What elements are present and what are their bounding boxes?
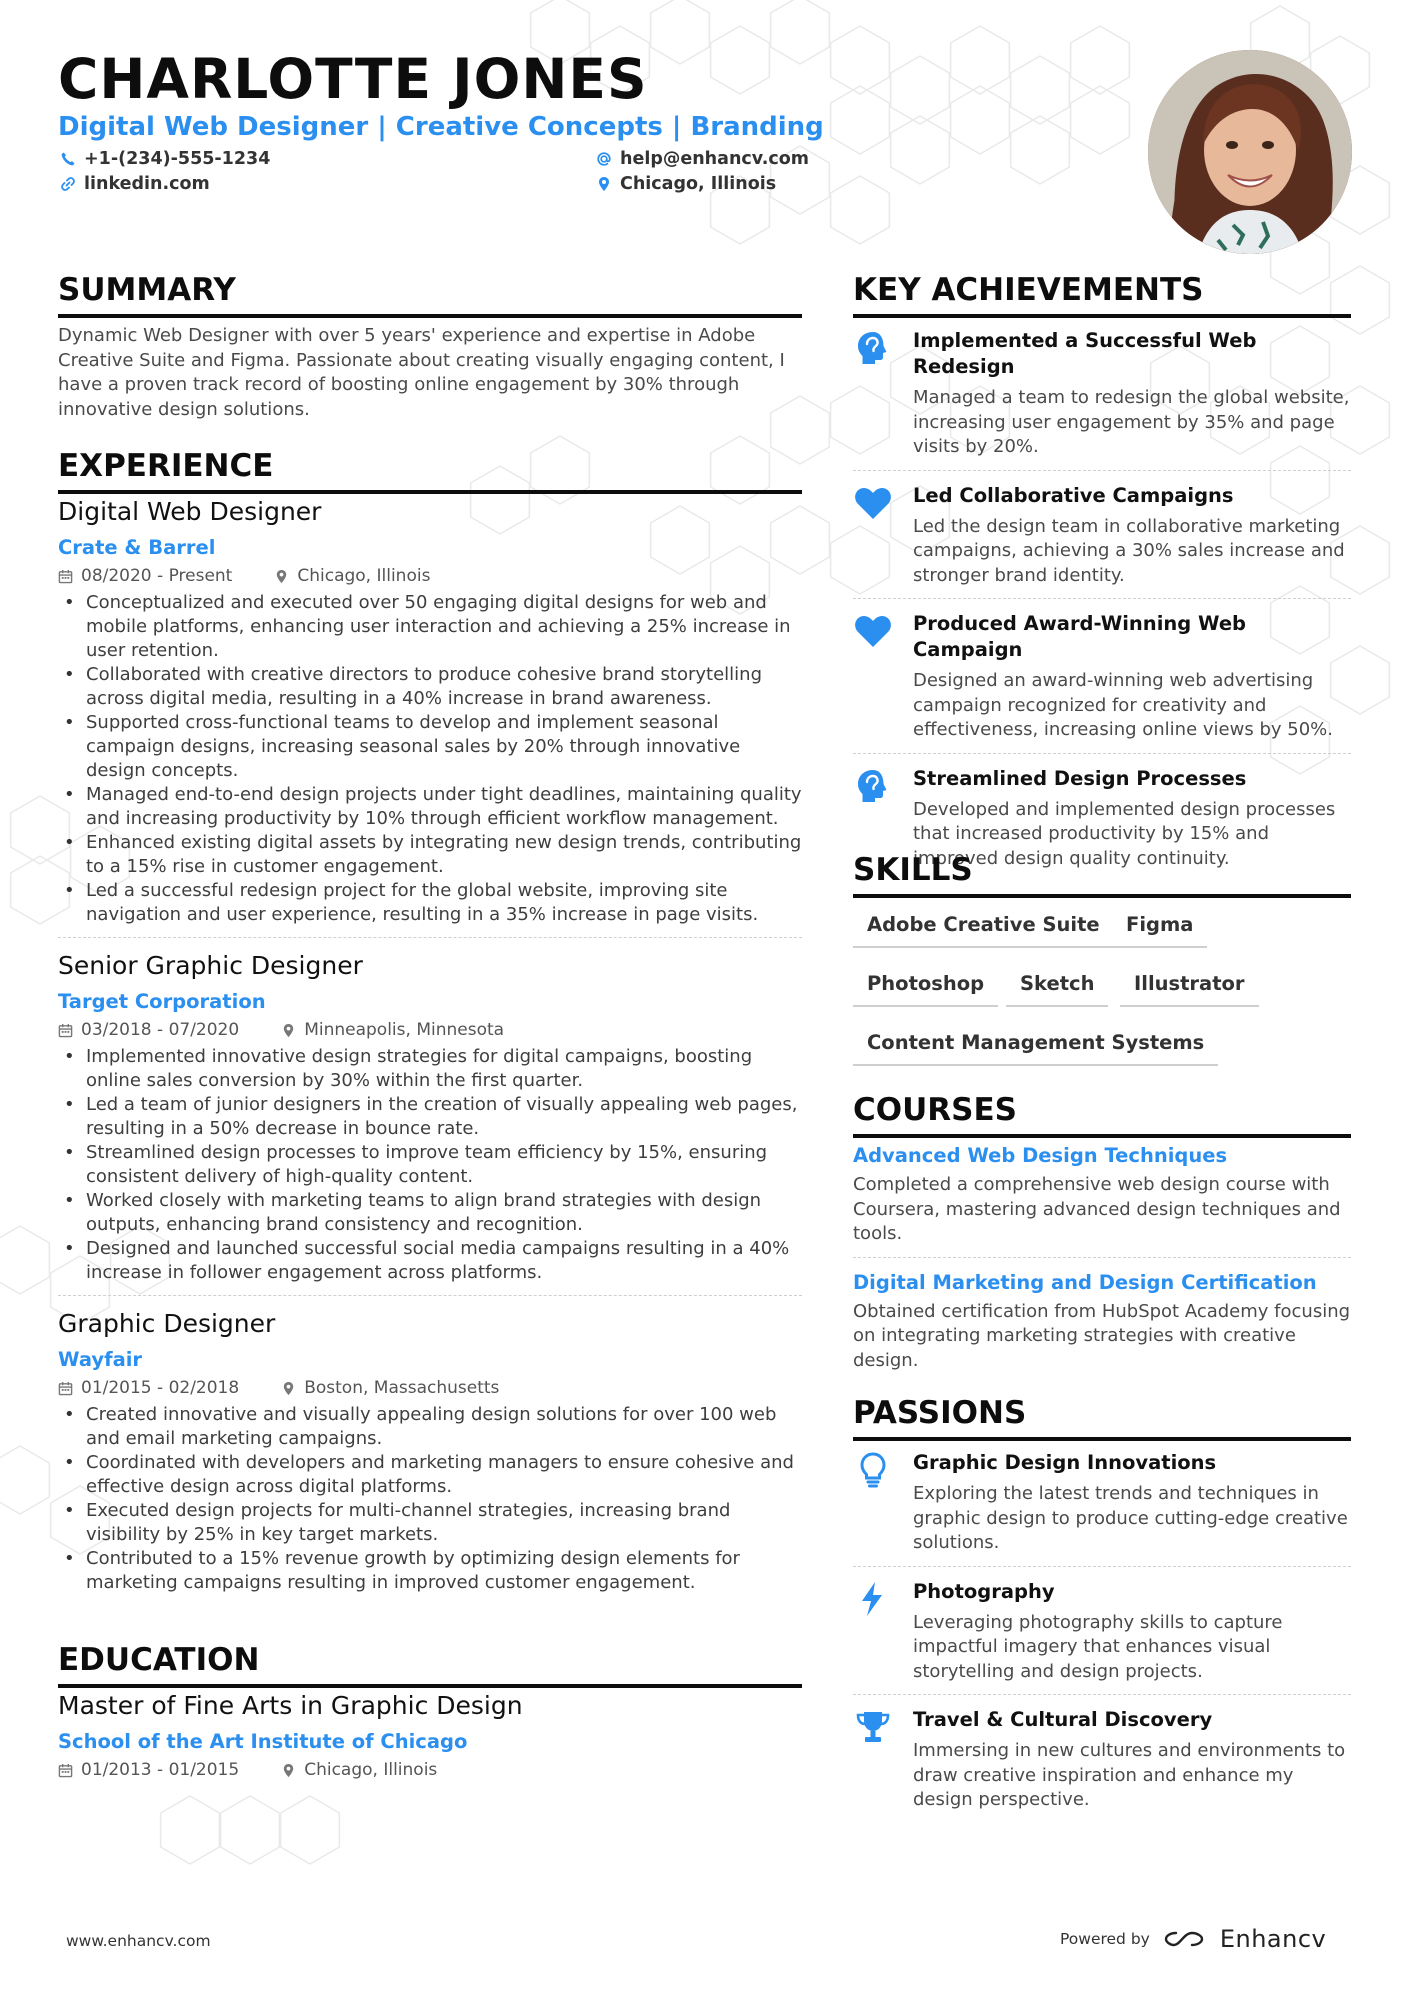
enhancv-logo-icon (1162, 1927, 1208, 1951)
job-bullet: • Worked closely with marketing teams to align brand strategies with design outputs, enhancing brand consistency and recognition. (58, 1189, 802, 1237)
calendar-icon (58, 1763, 73, 1778)
passion-item (853, 1707, 1351, 1813)
achievement-title: Led Collaborative Campaigns (913, 483, 1234, 507)
passion-desc: Exploring the latest trends and techniques in graphic design to produce cutting-edge creative solutions. (913, 1483, 1348, 1553)
job-bullet: • Streamlined design processes to improve team efficiency by 15%, ensuring consistent delivery of high-quality content. (58, 1141, 802, 1189)
achievement-desc: Developed and implemented design processes that increased productivity by 15% and improved design quality continuity. (913, 798, 1336, 869)
skills-heading: SKILLS (853, 850, 1351, 898)
passion-desc: Leveraging photography skills to capture impactful imagery that enhances visual storytelling and design projects. (913, 1611, 1283, 1682)
location-pin-icon (281, 1381, 296, 1396)
job-location: Chicago, Illinois (297, 566, 431, 586)
achievement-item (853, 611, 1351, 743)
passion-desc: Immersing in new cultures and environments to draw creative inspiration and enhance my design perspective. (913, 1740, 1346, 1810)
education-location: Chicago, Illinois (304, 1760, 438, 1780)
course-item (853, 1270, 1351, 1374)
course-title: Digital Marketing and Design Certification (853, 1270, 1317, 1294)
passion-title: Photography (913, 1579, 1055, 1603)
job-entry (58, 1308, 802, 1595)
job-role: Graphic Designer (58, 1309, 276, 1338)
job-dates: 01/2015 - 02/2018 (81, 1378, 240, 1398)
achievement-desc: Led the design team in collaborative marketing campaigns, achieving a 30% sales increase and stronger brand identity. (913, 515, 1345, 586)
divider (853, 470, 1351, 471)
calendar-icon (58, 1023, 73, 1038)
contact-location (596, 172, 776, 196)
skill-tag: Photoshop (853, 971, 998, 1007)
experience-heading: EXPERIENCE (58, 446, 802, 494)
job-location: Boston, Massachusetts (304, 1378, 500, 1398)
job-bullets (58, 1045, 802, 1285)
achievements-heading: KEY ACHIEVEMENTS (853, 270, 1351, 318)
trophy-icon (853, 1707, 893, 1747)
heart-icon (853, 483, 893, 523)
location-pin-icon (274, 569, 289, 584)
passion-title: Graphic Design Innovations (913, 1451, 1217, 1474)
head-icon (853, 766, 893, 806)
contact-phone (60, 147, 270, 171)
passions-list (853, 1450, 1351, 1813)
divider (853, 1694, 1351, 1695)
passion-item (853, 1579, 1351, 1685)
lightning-icon (853, 1579, 893, 1619)
skill-tag: Illustrator (1120, 971, 1259, 1007)
achievement-title: Implemented a Successful Web Redesign (913, 329, 1257, 378)
school: School of the Art Institute of Chicago (58, 1730, 468, 1753)
footer-powered-by (1060, 1925, 1326, 1953)
job-bullet: • Supported cross-functional teams to develop and implement seasonal campaign designs, increasing seasonal sales by 20% through innovative design concepts. (58, 711, 802, 783)
achievement-desc: Managed a team to redesign the global website, increasing user engagement by 35% and page visits by 20%. (913, 387, 1350, 457)
divider (853, 753, 1351, 754)
courses-heading: COURSES (853, 1090, 1351, 1138)
location-pin-icon (281, 1763, 296, 1778)
education-heading: EDUCATION (58, 1640, 802, 1688)
education-entry (58, 1690, 802, 1782)
contact-linkedin[interactable] (60, 172, 210, 196)
course-item (853, 1143, 1351, 1247)
divider (853, 1566, 1351, 1567)
heart-icon (853, 611, 893, 651)
brand-name: Enhancv (1219, 1925, 1327, 1953)
job-bullet: • Executed design projects for multi-channel strategies, increasing brand visibility by 25% in key target markets. (58, 1499, 802, 1547)
passion-item (853, 1450, 1351, 1556)
calendar-icon (58, 569, 73, 584)
job-meta (58, 564, 802, 588)
achievement-item (853, 483, 1351, 589)
skill-tag: Figma (1112, 912, 1207, 948)
link-icon (60, 176, 76, 192)
experience-list (58, 496, 802, 1595)
profile-photo (1148, 50, 1352, 254)
job-company: Wayfair (58, 1348, 143, 1371)
linkedin-text[interactable]: linkedin.com (84, 174, 210, 194)
divider (853, 598, 1351, 599)
job-bullet: • Contributed to a 15% revenue growth by optimizing design elements for marketing campaigns resulting in improved customer engagement. (58, 1547, 802, 1595)
achievements-list (853, 328, 1351, 871)
job-role: Senior Graphic Designer (58, 951, 363, 980)
job-location: Minneapolis, Minnesota (304, 1020, 505, 1040)
job-company: Crate & Barrel (58, 536, 216, 559)
summary-text: Dynamic Web Designer with over 5 years' experience and expertise in Adobe Creative Suite and Figma. Passionate about creating visually engaging content, I have a proven track record of boosting online engagement by 30% through innovative design solutions. (58, 325, 785, 420)
achievement-item (853, 328, 1351, 460)
job-bullet: • Designed and launched successful social media campaigns resulting in a 40% increase in follower engagement across platforms. (58, 1237, 802, 1285)
skill-tag: Content Management Systems (853, 1030, 1218, 1066)
footer-website[interactable]: www.enhancv.com (66, 1932, 211, 1950)
location-pin-icon (281, 1023, 296, 1038)
summary-heading: SUMMARY (58, 270, 802, 318)
job-bullets (58, 1403, 802, 1595)
degree: Master of Fine Arts in Graphic Design (58, 1691, 523, 1720)
job-bullet: • Led a team of junior designers in the creation of visually appealing web pages, resulting in a 50% decrease in bounce rate. (58, 1093, 802, 1141)
divider (58, 1295, 802, 1296)
job-company: Target Corporation (58, 990, 266, 1013)
job-entry (58, 950, 802, 1285)
phone-icon (60, 151, 76, 167)
job-meta (58, 1018, 802, 1042)
divider (853, 1257, 1351, 1258)
lightbulb-icon (853, 1450, 893, 1490)
job-meta (58, 1376, 802, 1400)
job-entry (58, 496, 802, 927)
location-text: Chicago, Illinois (620, 174, 777, 194)
education-dates: 01/2013 - 01/2015 (81, 1760, 240, 1780)
job-bullet: • Conceptualized and executed over 50 engaging digital designs for web and mobile platforms, enhancing user interaction and achieving a 25% increase in user retention. (58, 591, 802, 663)
powered-by-text: Powered by (1060, 1930, 1150, 1948)
job-bullet: • Managed end-to-end design projects under tight deadlines, maintaining quality and increasing productivity by 10% through efficient workflow management. (58, 783, 802, 831)
job-dates: 08/2020 - Present (81, 566, 233, 586)
location-pin-icon (596, 176, 612, 192)
achievement-title: Produced Award-Winning Web Campaign (913, 612, 1247, 661)
job-bullet: • Enhanced existing digital assets by integrating new design trends, contributing to a 15% rise in customer engagement. (58, 831, 802, 879)
course-title: Advanced Web Design Techniques (853, 1144, 1228, 1167)
education-meta (58, 1758, 802, 1782)
at-icon (596, 151, 612, 167)
job-bullets (58, 591, 802, 927)
job-role: Digital Web Designer (58, 497, 322, 526)
course-desc: Obtained certification from HubSpot Academy focusing on integrating marketing strategies with creative design. (853, 1300, 1351, 1371)
job-dates: 03/2018 - 07/2020 (81, 1020, 240, 1040)
job-bullet: • Coordinated with developers and marketing managers to ensure cohesive and effective design across digital platforms. (58, 1451, 802, 1499)
contact-email[interactable] (596, 147, 809, 171)
phone-text: +1-(234)-555-1234 (84, 149, 271, 169)
achievement-desc: Designed an award-winning web advertising campaign recognized for creativity and effectiveness, increasing online views by 50%. (913, 670, 1333, 740)
head-icon (853, 328, 893, 368)
skill-tag: Adobe Creative Suite (853, 912, 1114, 948)
job-bullet: • Collaborated with creative directors to produce cohesive brand storytelling across digital media, resulting in a 40% increase in brand awareness. (58, 663, 802, 711)
passion-title: Travel & Cultural Discovery (913, 1708, 1213, 1731)
passions-heading: PASSIONS (853, 1393, 1351, 1441)
courses-list (853, 1143, 1351, 1373)
job-bullet: • Implemented innovative design strategies for digital campaigns, boosting online sales conversion by 30% within the first quarter. (58, 1045, 802, 1093)
course-desc: Completed a comprehensive web design course with Coursera, mastering advanced design techniques and tools. (853, 1174, 1341, 1244)
tagline: Digital Web Designer | Creative Concepts | Branding (58, 112, 824, 142)
achievement-title: Streamlined Design Processes (913, 766, 1247, 790)
job-bullet: • Created innovative and visually appealing design solutions for over 100 web and email marketing campaigns. (58, 1403, 802, 1451)
skill-tag: Sketch (1006, 971, 1108, 1007)
email-text[interactable]: help@enhancv.com (620, 149, 810, 169)
divider (58, 937, 802, 938)
calendar-icon (58, 1381, 73, 1396)
candidate-name: CHARLOTTE JONES (58, 47, 648, 111)
job-bullet: • Led a successful redesign project for the global website, improving site navigation and user experience, resulting in a 35% increase in page visits. (58, 879, 802, 927)
